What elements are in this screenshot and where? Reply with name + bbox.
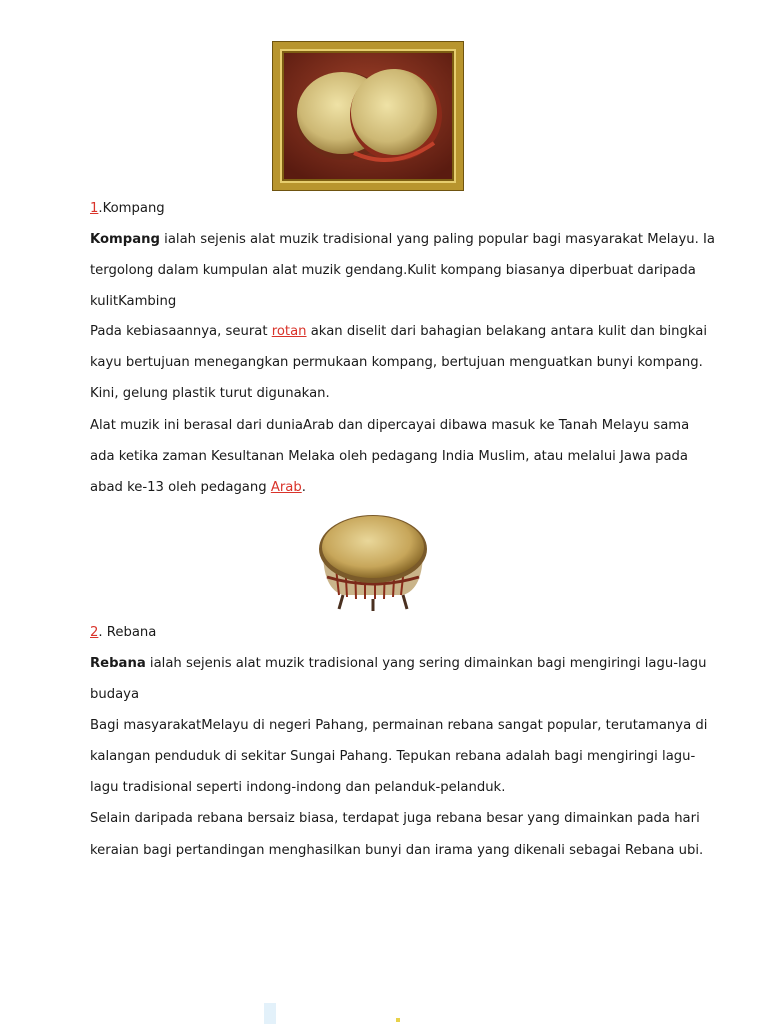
paragraph-line: Alat muzik ini berasal dari duniaArab dan dipercayai dibawa masuk ke Tanah Melayu sama bbox=[90, 418, 690, 433]
paragraph-line: Bagi masyarakatMelayu di negeri Pahang, permainan rebana sangat popular, terutamanya di bbox=[90, 718, 708, 733]
paragraph-line: kalangan penduduk di sekitar Sungai Pahang. Tepukan rebana adalah bagi mengiringi lagu- bbox=[90, 749, 696, 764]
paragraph-line: abad ke-13 oleh pedagang Arab. bbox=[90, 480, 306, 495]
paragraph-line: budaya bbox=[90, 687, 140, 702]
paragraph-line: keraian bagi pertandingan menghasilkan bunyi dan irama yang dikenali sebagai Rebana ubi. bbox=[90, 843, 704, 858]
paragraph-line: Rebana ialah sejenis alat muzik tradisional yang sering dimainkan bagi mengiringi lagu-lagu bbox=[90, 656, 707, 671]
rebana-image bbox=[313, 511, 433, 615]
section-2-title: . Rebana bbox=[98, 625, 157, 640]
kompang-photo bbox=[273, 42, 463, 190]
paragraph-line: tergolong dalam kumpulan alat muzik gendang.Kulit kompang biasanya diperbuat daripada bbox=[90, 263, 696, 278]
section-1-number[interactable]: 1 bbox=[90, 201, 99, 216]
section-1-title: Kompang bbox=[102, 201, 165, 216]
kompang-image bbox=[284, 53, 452, 179]
section-1-heading: 1.Kompang bbox=[90, 201, 165, 216]
section-2-heading bbox=[90, 624, 156, 642]
arab-link[interactable]: Arab bbox=[270, 480, 302, 495]
paragraph-line: Kini, gelung plastik turut digunakan. bbox=[90, 386, 330, 401]
paragraph-line: kulitKambing bbox=[90, 294, 177, 309]
paragraph-line: Pada kebiasaannya, seurat rotan akan diselit dari bahagian belakang antara kulit dan bingkai bbox=[90, 324, 708, 339]
image-fragment bbox=[396, 1018, 400, 1022]
paragraph-line: ada ketika zaman Kesultanan Melaka oleh pedagang India Muslim, atau melalui Jawa pada bbox=[90, 449, 688, 464]
paragraph-line: kayu bertujuan menegangkan permukaan kompang, bertujuan menguatkan bunyi kompang. bbox=[90, 355, 703, 370]
paragraph-line: Kompang ialah sejenis alat muzik tradisional yang paling popular bagi masyarakat Melayu. Ia bbox=[90, 232, 715, 247]
paragraph-line: Selain daripada rebana bersaiz biasa, terdapat juga rebana besar yang dimainkan pada hari bbox=[90, 811, 700, 826]
rotan-link[interactable]: rotan bbox=[271, 324, 307, 339]
paragraph-line: lagu tradisional seperti indong-indong dan pelanduk-pelanduk. bbox=[90, 780, 506, 795]
image-fragment bbox=[264, 1003, 276, 1024]
section-2-number[interactable]: 2 bbox=[90, 625, 99, 640]
